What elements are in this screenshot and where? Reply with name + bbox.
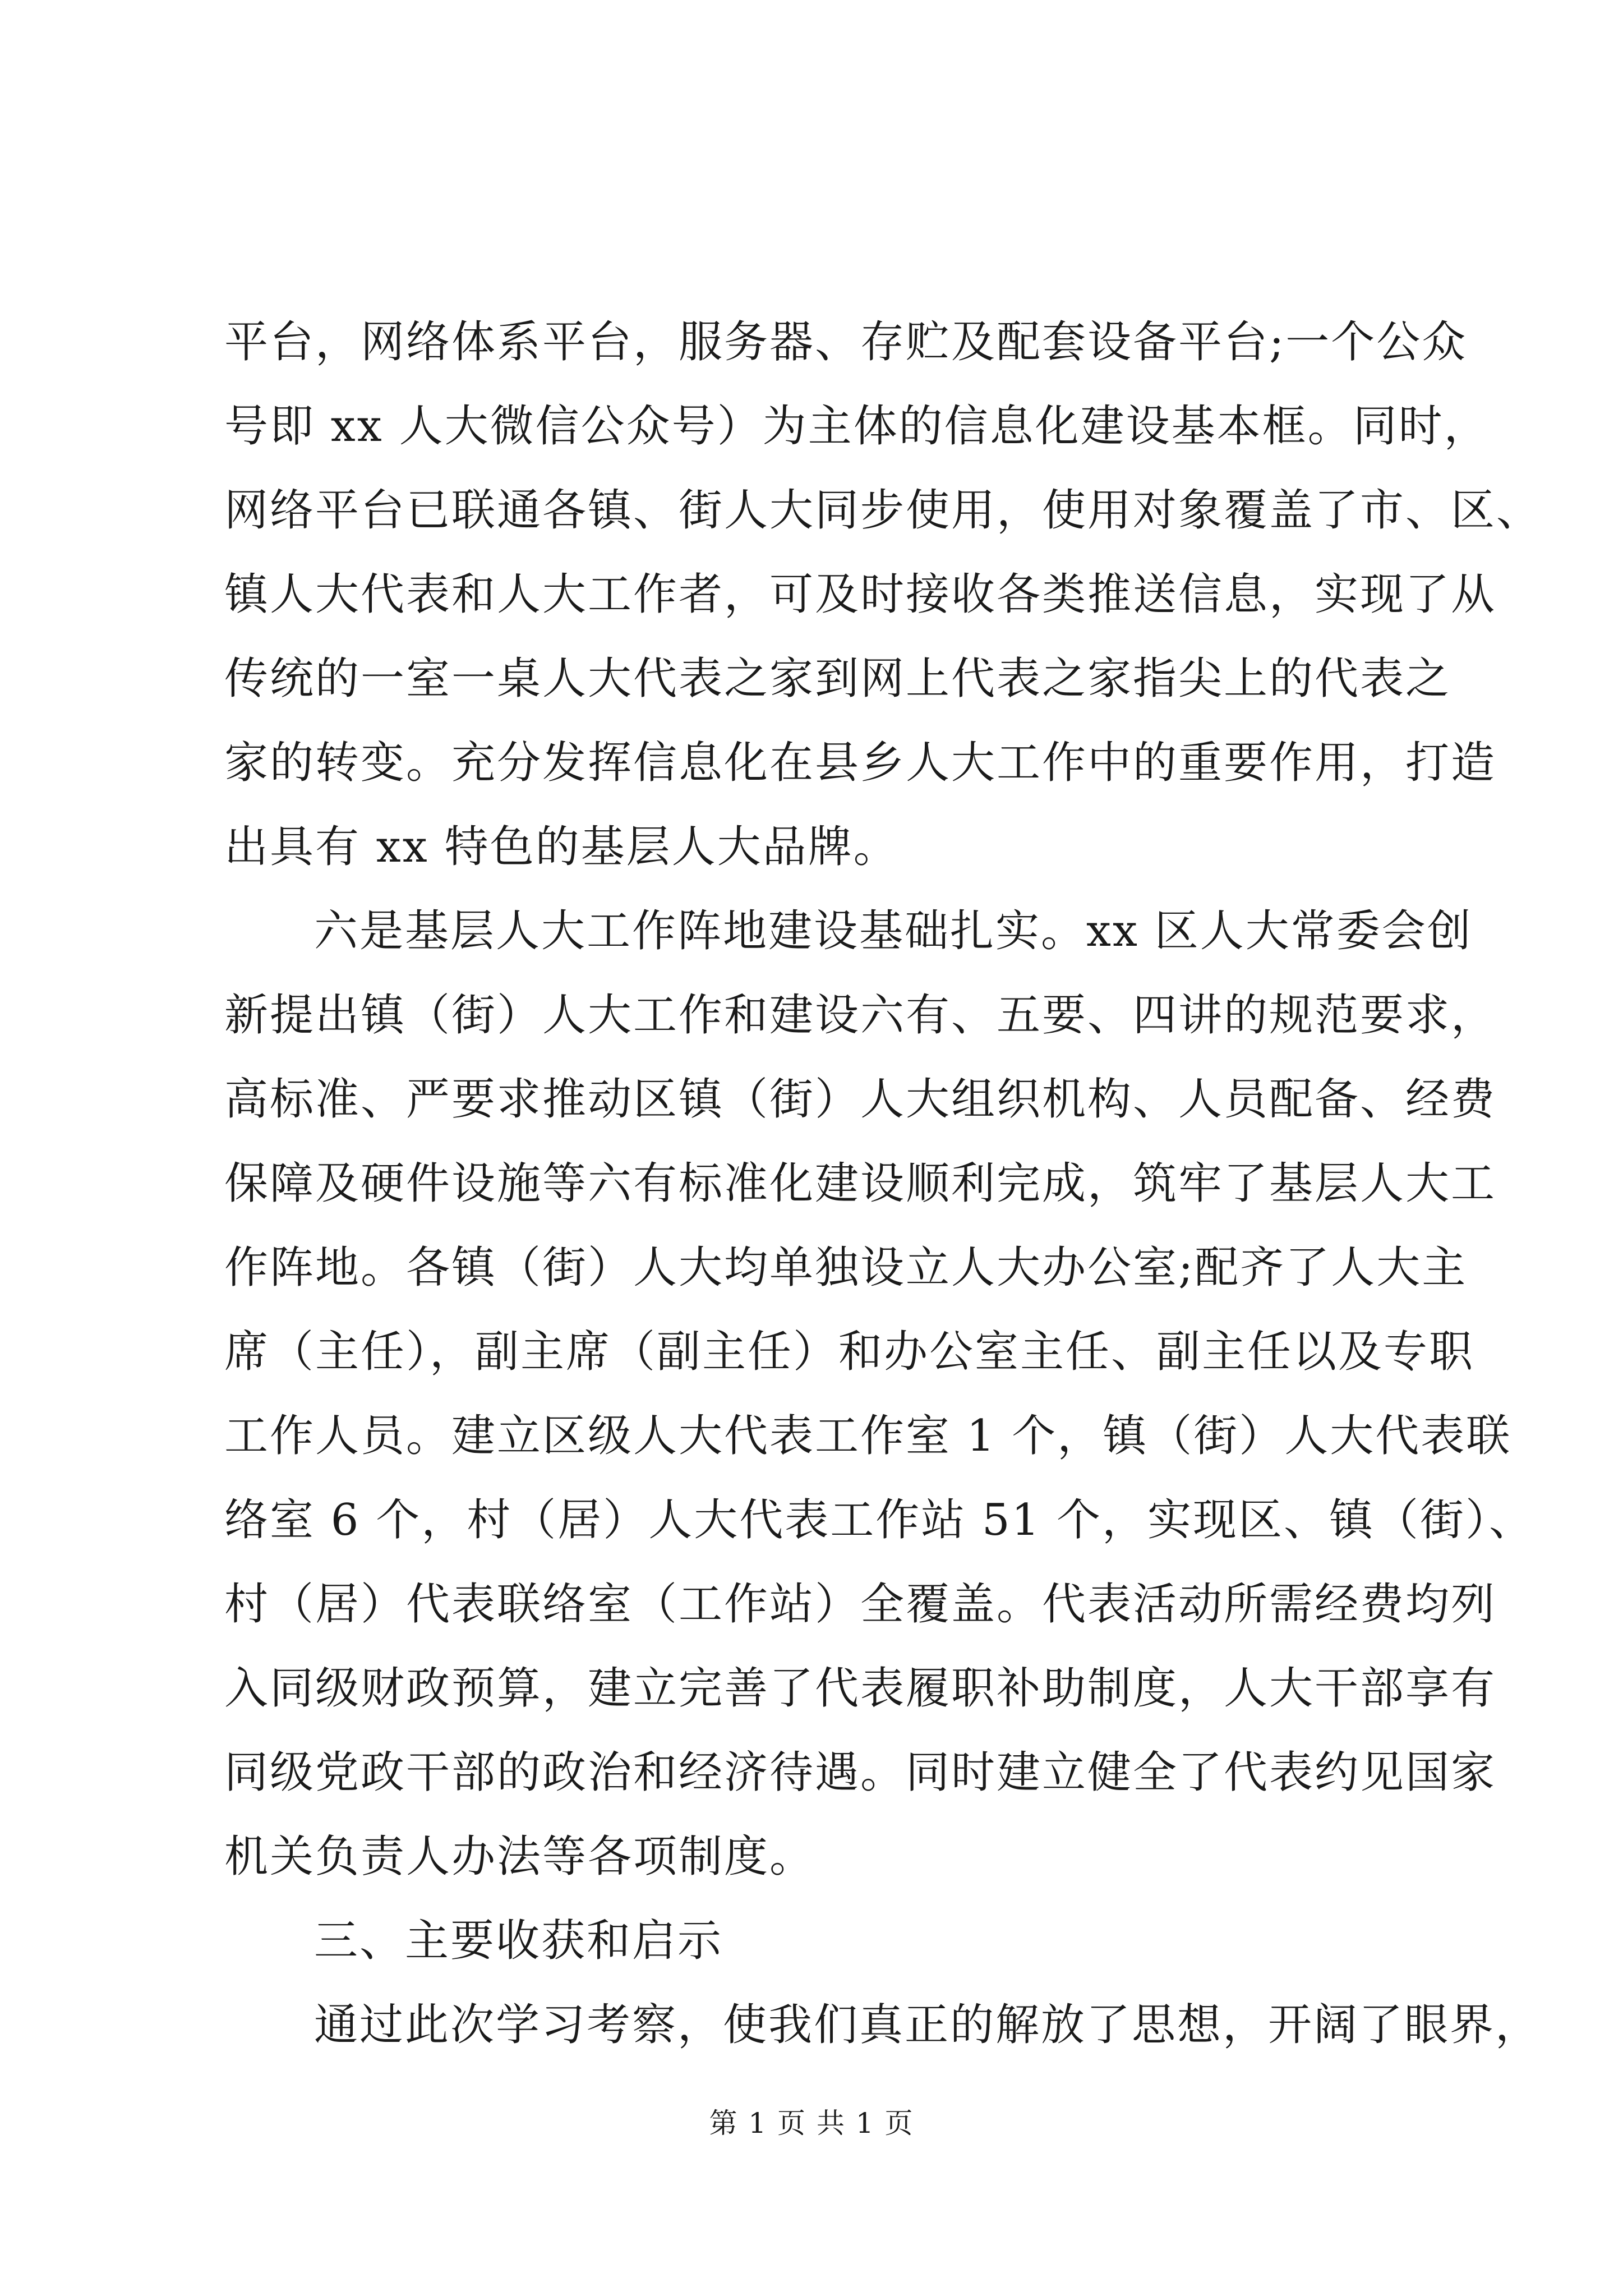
text-line: 三、主要收获和启示 [314,1916,723,1966]
text-line: 络室 6 个，村（居）人大代表工作站 51 个，实现区、镇（街）、 [224,1495,1535,1545]
text-line: 新提出镇（街）人大工作和建设六有、五要、四讲的规范要求， [224,990,1497,1041]
text-line: 号即 xx 人大微信公众号）为主体的信息化建设基本框。同时， [224,401,1490,452]
text-line: 工作人员。建立区级人大代表工作室 1 个，镇（街）人大代表联 [224,1411,1512,1461]
text-line: 传统的一室一桌人大代表之家到网上代表之家指尖上的代表之 [224,654,1451,704]
text-line: 村（居）代表联络室（工作站）全覆盖。代表活动所需经费均列 [224,1579,1497,1630]
text-line: 同级党政干部的政治和经济待遇。同时建立健全了代表约见国家 [224,1747,1497,1798]
text-line: 入同级财政预算，建立完善了代表履职补助制度，人大干部享有 [224,1663,1497,1714]
text-line: 作阵地。各镇（街）人大均单独设立人大办公室;配齐了人大主 [224,1243,1468,1293]
text-line: 高标准、严要求推动区镇（街）人大组织机构、人员配备、经费 [224,1074,1497,1125]
text-line: 镇人大代表和人大工作者，可及时接收各类推送信息，实现了从 [224,569,1497,620]
text-line: 平台，网络体系平台，服务器、存贮及配套设备平台;一个公众 [224,317,1468,367]
text-line: 出具有 xx 特色的基层人大品牌。 [224,822,899,872]
body-text [224,300,1542,2067]
text-line: 家的转变。充分发挥信息化在县乡人大工作中的重要作用，打造 [224,738,1497,788]
page-footer: 第 1 页 共 1 页 [709,2107,914,2139]
text-line: 机关负责人办法等各项制度。 [224,1832,815,1882]
text-line: 六是基层人大工作阵地建设基础扎实。xx 区人大常委会创 [314,906,1473,956]
text-line: 保障及硬件设施等六有标准化建设顺利完成，筑牢了基层人大工 [224,1158,1497,1209]
text-line: 网络平台已联通各镇、街人大同步使用，使用对象覆盖了市、区、 [224,485,1542,536]
text-line: 席（主任），副主席（副主任）和办公室主任、副主任以及专职 [224,1327,1475,1377]
text-line: 通过此次学习考察，使我们真正的解放了思想，开阔了眼界， [314,2000,1541,2050]
